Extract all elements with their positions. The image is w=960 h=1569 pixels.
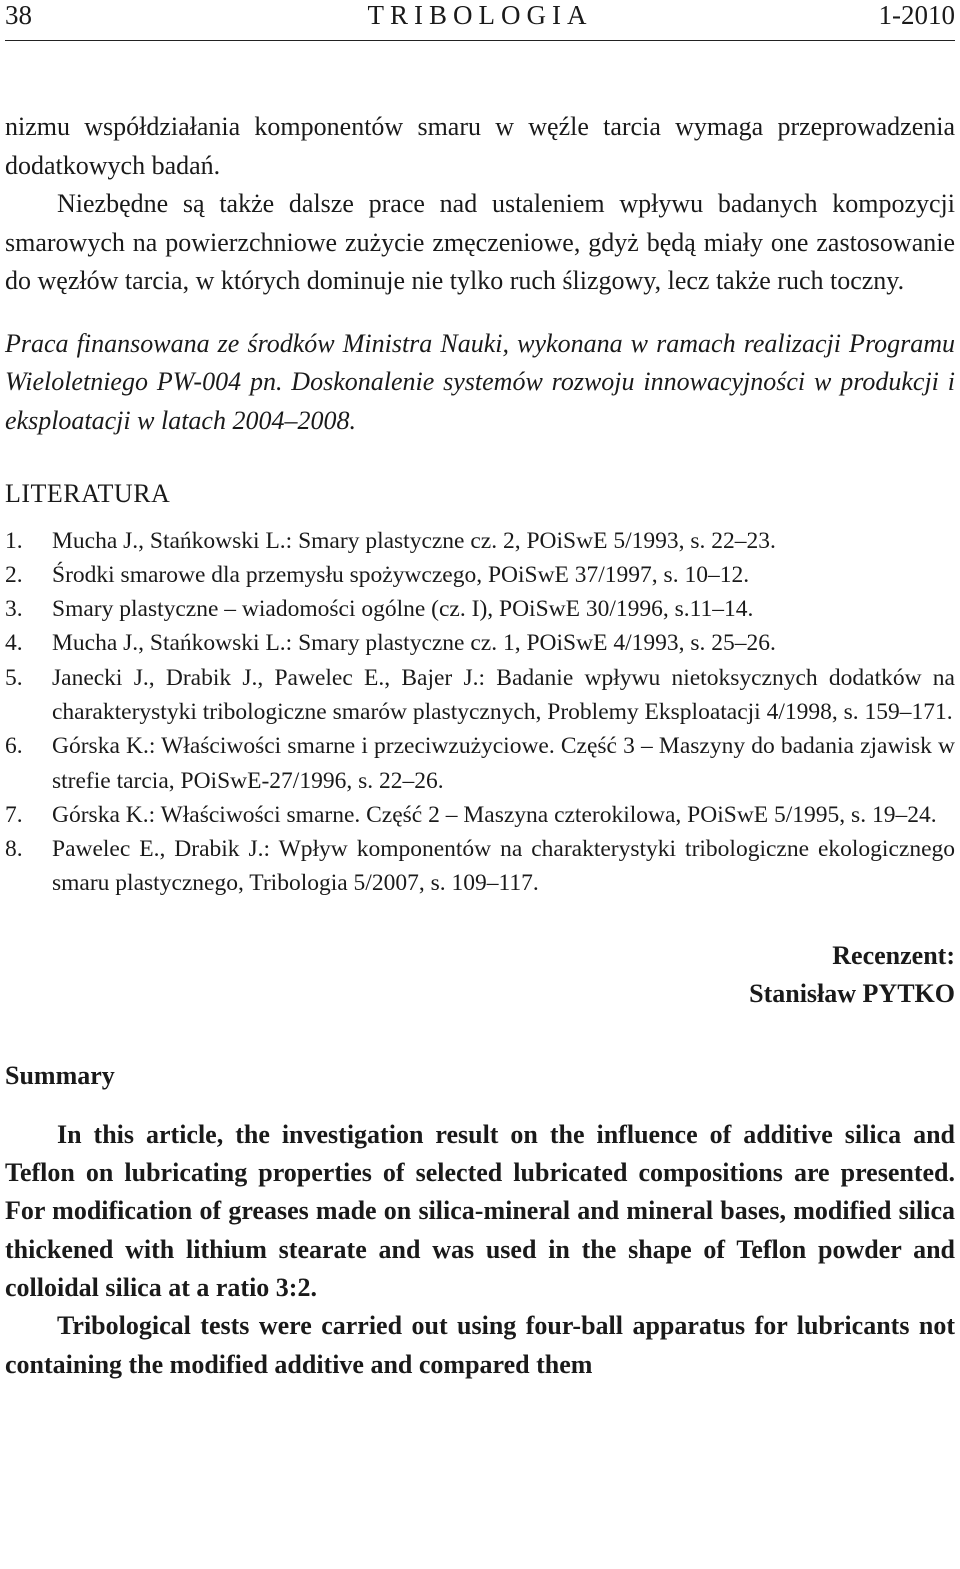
- reference-number: 1.: [5, 527, 23, 554]
- reference-number: 2.: [5, 561, 23, 588]
- summary-heading: Summary: [5, 1060, 115, 1090]
- body-paragraph: Niezbędne są także dalsze prace nad ustaleniem wpływu badanych kompozycji smarowych na powierzchniowe zużycie zmęczeniowe, gdyż będą miały one zastosowanie do węzłów tarcia, w których dominuje nie tylko ruch ślizgowy, lecz także ruch toczny.: [5, 189, 955, 295]
- reference-text: Janecki J., Drabik J., Pawelec E., Bajer J.: Badanie wpływu nietoksycznych dodatków na charakterystyki tribologiczne smarów plastycznych, Problemy Eksploatacji 4/1998, s. 159–171.: [52, 664, 955, 725]
- journal-title: TRIBOLOGIA: [367, 0, 593, 30]
- reference-item: [5, 798, 955, 832]
- reviewer-label: Recenzent:: [832, 940, 955, 970]
- reference-item: [5, 661, 955, 730]
- reference-text: Górska K.: Właściwości smarne. Część 2 – Maszyna czterokilowa, POiSwE 5/1995, s. 19–24.: [52, 801, 937, 828]
- running-header: [5, 0, 955, 41]
- reference-number: 7.: [5, 801, 23, 828]
- article-body: [5, 108, 955, 1384]
- reference-number: 3.: [5, 596, 23, 623]
- reviewer-block: [5, 937, 955, 1013]
- body-paragraph: nizmu współdziałania komponentów smaru w węźle tarcia wymaga przeprowadzenia dodatkowych badań.: [5, 112, 955, 180]
- reference-number: 5.: [5, 664, 23, 691]
- reference-number: 4.: [5, 630, 23, 657]
- reference-text: Mucha J., Stańkowski L.: Smary plastyczne cz. 2, POiSwE 5/1993, s. 22–23.: [52, 527, 776, 554]
- summary-paragraph: Tribological tests were carried out using four-ball apparatus for lubricants not containing the modified additive and compared them: [5, 1311, 955, 1379]
- reference-number: 6.: [5, 733, 23, 760]
- reference-item: [5, 524, 955, 558]
- reference-text: Smary plastyczne – wiadomości ogólne (cz. I), POiSwE 30/1996, s.11–14.: [52, 596, 754, 623]
- reference-text: Środki smarowe dla przemysłu spożywczego, POiSwE 37/1997, s. 10–12.: [52, 561, 750, 588]
- reference-list: [5, 524, 955, 901]
- reference-text: Górska K.: Właściwości smarne i przeciwzużyciowe. Część 3 – Maszyny do badania zjawisk w strefie tarcia, POiSwE-27/1996, s. 22–26.: [52, 733, 955, 794]
- reviewer-name: Stanisław PYTKO: [749, 978, 955, 1008]
- reference-item: [5, 592, 955, 626]
- literature-heading: LITERATURA: [5, 479, 171, 508]
- reference-text: Mucha J., Stańkowski L.: Smary plastyczne cz. 1, POiSwE 4/1993, s. 25–26.: [52, 630, 776, 657]
- reference-item: [5, 729, 955, 798]
- page-number: 38: [5, 0, 32, 30]
- reference-item: [5, 558, 955, 592]
- summary-paragraph: In this article, the investigation result on the influence of additive silica and Teflon on lubricating properties of selected lubricated compositions are presented. For modification of greases made on silica-mineral and mineral bases, modified silica thickened with lithium stearate and was used in the shape of Teflon powder and colloidal silica at a ratio 3:2.: [5, 1119, 955, 1302]
- reference-item: [5, 832, 955, 901]
- reference-item: [5, 626, 955, 660]
- funding-note: Praca finansowana ze środków Ministra Nauki, wykonana w ramach realizacji Programu Wieloletniego PW-004 pn. Doskonalenie systemów rozwoju innowacyjności w produkcji i eksploatacji w latach 2004–2008.: [5, 328, 955, 435]
- reference-number: 8.: [5, 836, 23, 863]
- issue-number: 1-2010: [878, 0, 955, 30]
- reference-text: Pawelec E., Drabik J.: Wpływ komponentów na charakterystyki tribologiczne ekologicznego smaru plastycznego, Tribologia 5/2007, s. 109–117.: [52, 836, 955, 897]
